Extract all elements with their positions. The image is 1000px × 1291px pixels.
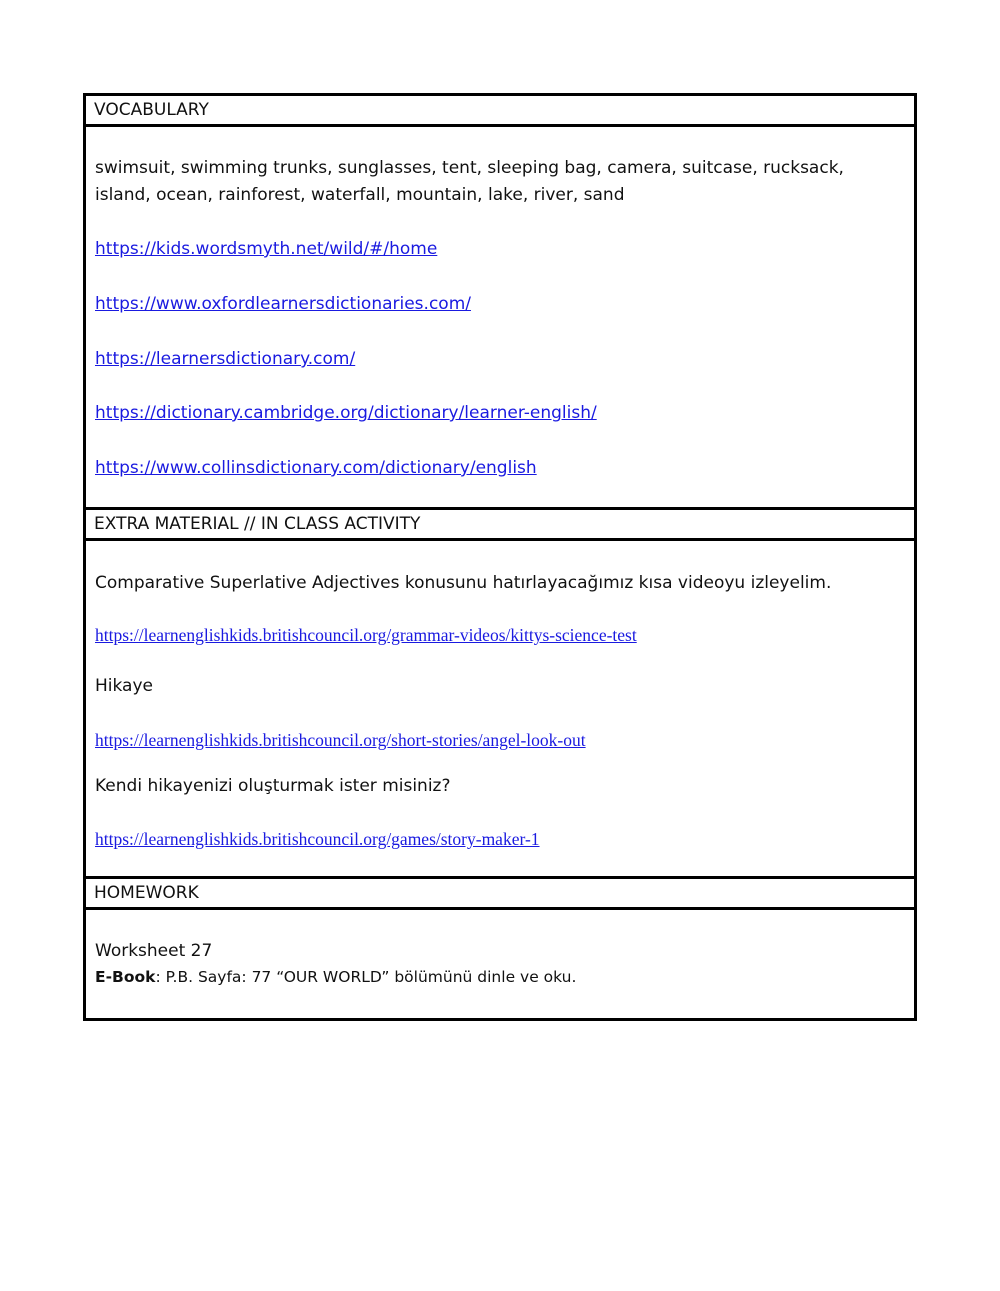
lesson-table [83,93,917,1021]
angel-look-out-link[interactable]: https://learnenglishkids.britishcouncil.org/short-stories/angel-look-out [95,730,586,750]
kittys-science-test-link[interactable]: https://learnenglishkids.britishcouncil.org/grammar-videos/kittys-science-test [95,625,637,645]
story-maker-link[interactable]: https://learnenglishkids.britishcouncil.org/games/story-maker-1 [95,829,540,849]
ebook-line [95,968,576,986]
collins-dictionary-link[interactable]: https://www.collinsdictionary.com/dictionary/english [95,458,537,478]
ebook-text: : P.B. Sayfa: 77 “OUR WORLD” bölümünü dinle ve oku. [155,968,577,986]
cambridge-dictionary-link[interactable]: https://dictionary.cambridge.org/dictionary/learner-english/ [95,403,597,423]
worksheet-text: Worksheet 27 [95,941,213,961]
ebook-label: E-Book [95,968,156,986]
vocabulary-header: VOCABULARY [86,96,914,127]
vocabulary-words-line-1: swimsuit, swimming trunks, sunglasses, tent, sleeping bag, camera, suitcase, rucksack, [95,158,844,178]
wordsmyth-link[interactable]: https://kids.wordsmyth.net/wild/#/home [95,239,438,259]
create-story-question: Kendi hikayenizi oluşturmak ister misiniz? [95,776,451,796]
extra-intro-text: Comparative Superlative Adjectives konusunu hatırlayacağımız kısa videoyu izleyelim. [95,573,832,593]
vocabulary-cell [86,127,914,510]
learners-dictionary-link[interactable]: https://learnersdictionary.com/ [95,349,356,369]
story-label: Hikaye [95,676,153,696]
extra-material-header: EXTRA MATERIAL // IN CLASS ACTIVITY [86,510,914,541]
vocabulary-words-line-2: island, ocean, rainforest, waterfall, mountain, lake, river, sand [95,185,625,205]
homework-cell [86,910,914,1018]
homework-header: HOMEWORK [86,879,914,910]
oxford-dictionary-link[interactable]: https://www.oxfordlearnersdictionaries.com/ [95,294,471,314]
extra-material-cell [86,541,914,879]
